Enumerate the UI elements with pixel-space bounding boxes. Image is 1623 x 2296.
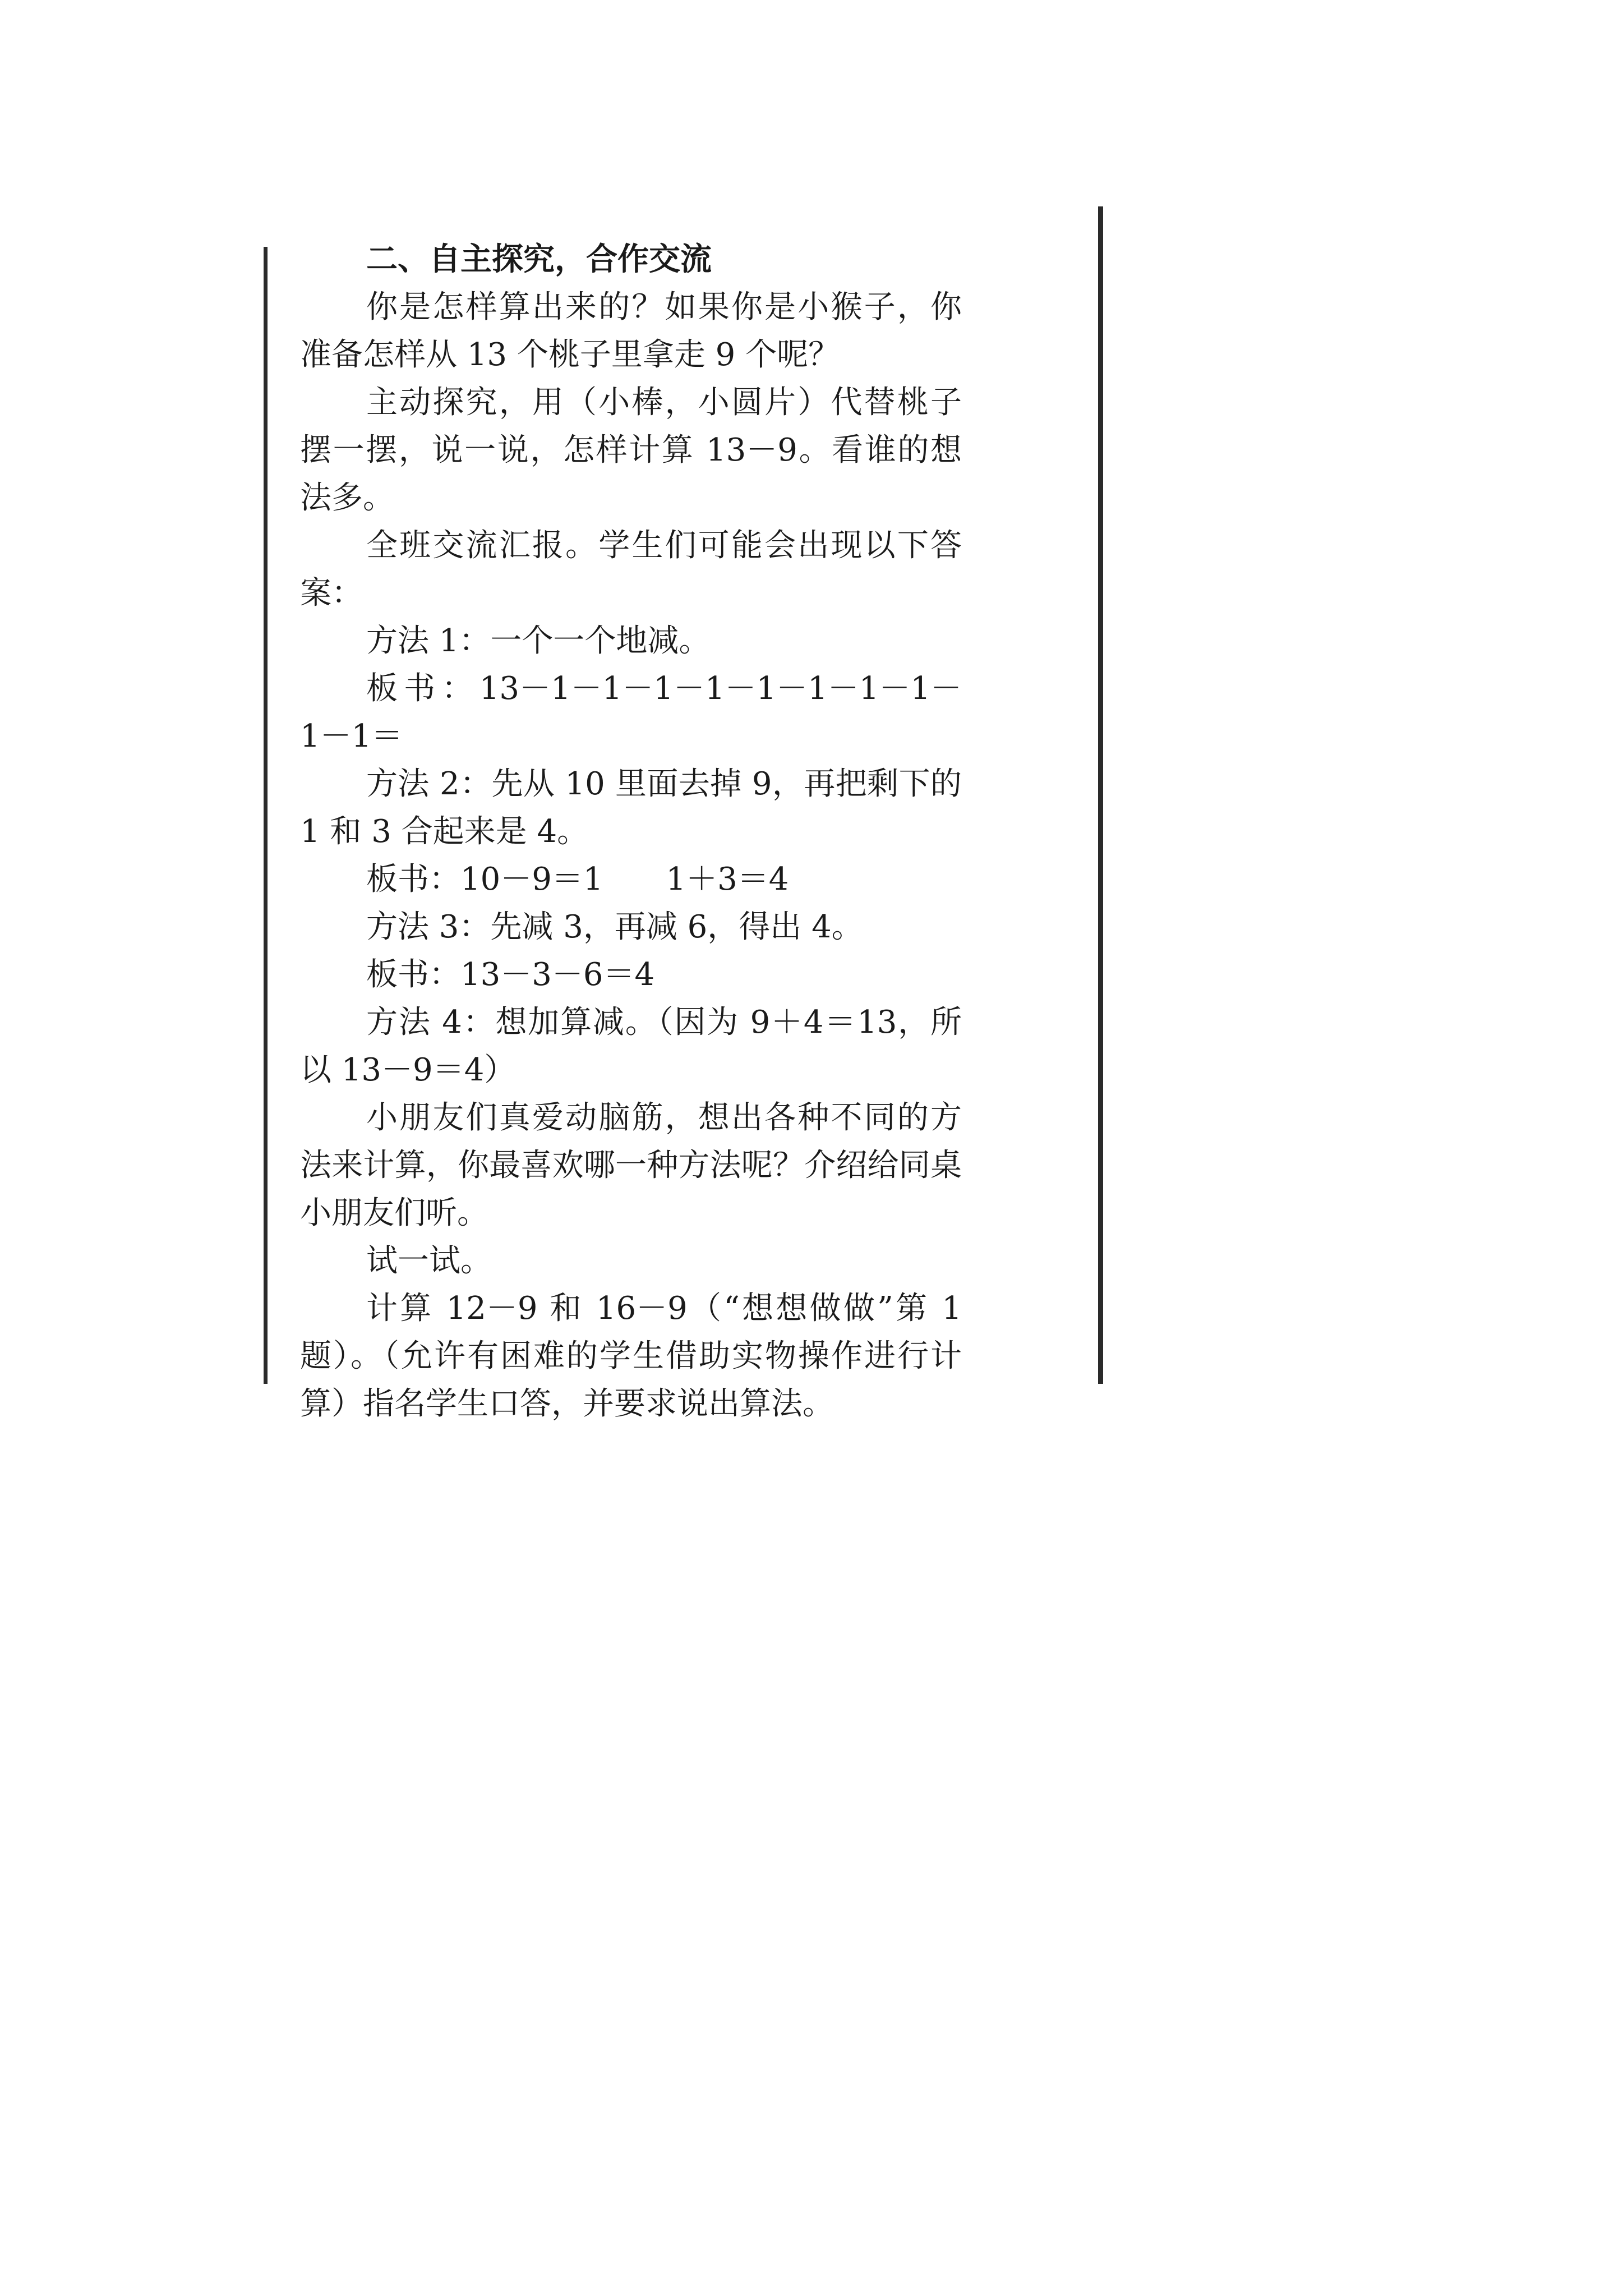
board-note-2: 板书：10－9＝1 1＋3＝4	[366, 861, 789, 898]
paragraph-explore: 主动探究，用（小棒，小圆片）代替桃子摆一摆，说一说，怎样计算 13－9。看谁的想法多。	[300, 384, 962, 516]
method-4: 方法 4：想加算减。（因为 9＋4＝13，所以 13－9＝4）	[300, 1004, 962, 1088]
board-note-3: 板书：13－3－6＝4	[366, 956, 655, 993]
board-note-1: 板书：13－1－1－1－1－1－1－1－1－1－1＝	[300, 670, 962, 754]
method-1: 方法 1：一个一个地减。	[366, 623, 711, 659]
right-margin-rule	[1098, 206, 1103, 1384]
paragraph-exercise: 计算 12－9 和 16－9（“想想做做”第 1 题）。（允许有困难的学生借助实物操作进行计算）指名学生口答，并要求说出算法。	[300, 1290, 962, 1422]
paragraph-praise: 小朋友们真爱动脑筋，想出各种不同的方法来计算，你最喜欢哪一种方法呢？介绍给同桌小朋友们听。	[300, 1099, 962, 1231]
paragraph-report: 全班交流汇报。学生们可能会出现以下答案：	[300, 527, 962, 611]
method-3: 方法 3：先减 3，再减 6，得出 4。	[366, 909, 863, 945]
section-heading: 二、自主探究，合作交流	[366, 241, 712, 278]
left-margin-rule	[264, 247, 268, 1384]
paragraph-try: 试一试。	[366, 1243, 492, 1279]
method-2: 方法 2：先从 10 里面去掉 9，再把剩下的 1 和 3 合起来是 4。	[300, 766, 962, 850]
text-column	[300, 236, 962, 1428]
paragraph-question: 你是怎样算出来的？如果你是小猴子，你准备怎样从 13 个桃子里拿走 9 个呢？	[300, 289, 962, 373]
